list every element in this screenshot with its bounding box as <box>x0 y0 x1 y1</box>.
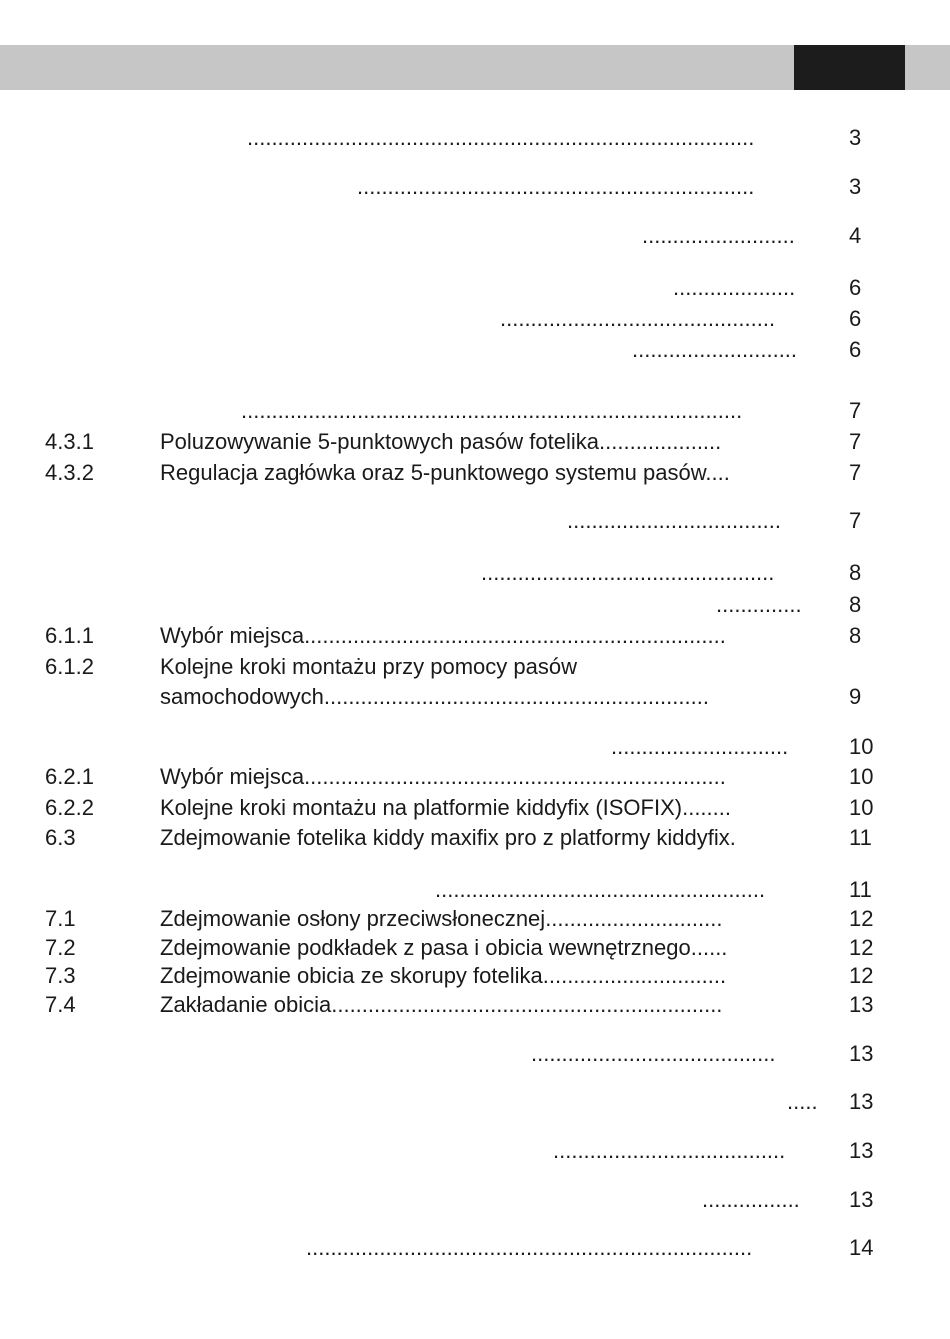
toc-title-text: Zdejmowanie obicia ze skorupy fotelika <box>160 963 543 988</box>
toc-page-number: 13 <box>849 1138 874 1163</box>
toc-section-title <box>160 653 577 681</box>
toc-row <box>0 428 950 456</box>
toc-section-number: 6.2.1 <box>45 764 94 789</box>
toc-section-number: 7.4 <box>45 992 76 1017</box>
toc-page-number: 8 <box>849 623 862 648</box>
toc-dot-leader: ..................................................................... <box>304 623 726 648</box>
toc-dot-leader: ......................................................................... <box>306 1235 753 1260</box>
toc-page-number: 6 <box>849 275 862 300</box>
toc-row <box>0 305 950 333</box>
toc-dot-leader: .................................................................................. <box>241 398 743 423</box>
toc-dot-leader: ..... <box>787 1089 818 1114</box>
toc-row <box>0 1088 950 1116</box>
toc-section-title <box>160 934 727 962</box>
toc-row <box>0 991 950 1019</box>
toc-page-number: 7 <box>849 508 862 533</box>
toc-dot-leader: ................................................................................... <box>247 125 755 150</box>
toc-row <box>0 1040 950 1068</box>
toc-row <box>0 824 950 852</box>
toc-dot-leader: ............................. <box>545 906 723 931</box>
toc-row <box>0 962 950 990</box>
toc-row <box>0 653 950 681</box>
toc-row <box>0 124 950 152</box>
toc-title-text: Poluzowywanie 5-punktowych pasów fotelika <box>160 429 600 454</box>
toc-section-title <box>160 683 709 711</box>
toc-page-number: 13 <box>849 1089 874 1114</box>
header-page-block <box>794 45 905 90</box>
toc-dot-leader: ............................................. <box>500 306 776 331</box>
toc-section-number: 4.3.2 <box>45 460 94 485</box>
toc-page-number: 10 <box>849 764 874 789</box>
toc-section-title <box>160 905 722 933</box>
toc-section-title <box>160 794 731 822</box>
toc-dot-leader: ................................................ <box>481 560 775 585</box>
toc-section-number: 4.3.1 <box>45 429 94 454</box>
toc-title-text: Wybór miejsca <box>160 623 305 648</box>
toc-row <box>0 1137 950 1165</box>
toc-dot-leader: ...................................................... <box>435 877 766 902</box>
toc-dot-leader: ............................. <box>611 734 789 759</box>
toc-section-number: 6.3 <box>45 825 76 850</box>
toc-section-number: 6.1.2 <box>45 654 94 679</box>
toc-row <box>0 559 950 587</box>
toc-dot-leader: .................... <box>673 275 796 300</box>
toc-page-number: 6 <box>849 337 862 362</box>
toc-page-number: 4 <box>849 223 862 248</box>
toc-dot-leader: ...... <box>690 935 728 960</box>
toc-row <box>0 733 950 761</box>
toc-row <box>0 507 950 535</box>
toc-section-title <box>160 763 726 791</box>
toc-dot-leader: ................ <box>702 1187 800 1212</box>
toc-row <box>0 274 950 302</box>
toc-section-number: 7.1 <box>45 906 76 931</box>
toc-row <box>0 459 950 487</box>
toc-dot-leader: ................................................................. <box>357 174 755 199</box>
toc-page-number: 8 <box>849 592 862 617</box>
toc-row <box>0 876 950 904</box>
toc-section-number: 6.2.2 <box>45 795 94 820</box>
toc-dot-leader: ...................................... <box>553 1138 786 1163</box>
toc-page-number: 13 <box>849 1187 874 1212</box>
toc-page-number: 12 <box>849 963 874 988</box>
toc-row <box>0 336 950 364</box>
toc-page-number: 3 <box>849 125 862 150</box>
toc-title-text: Zakładanie obicia <box>160 992 332 1017</box>
toc-row <box>0 683 950 711</box>
toc-page-number: 3 <box>849 174 862 199</box>
toc-section-title <box>160 991 722 1019</box>
toc-page-number: 12 <box>849 935 874 960</box>
toc-dot-leader: ............................................................... <box>323 684 709 709</box>
toc-section-title <box>160 459 730 487</box>
toc-page-number: 12 <box>849 906 874 931</box>
toc-row <box>0 397 950 425</box>
toc-row <box>0 794 950 822</box>
toc-title-text: Regulacja zagłówka oraz 5-punktowego systemu pasów <box>160 460 706 485</box>
toc-page-number: 10 <box>849 795 874 820</box>
toc-dot-leader: ......................... <box>642 223 795 248</box>
toc-section-number: 7.3 <box>45 963 76 988</box>
toc-row <box>0 1234 950 1262</box>
toc-row <box>0 934 950 962</box>
toc-page-number: 14 <box>849 1235 874 1260</box>
toc-title-text: Zdejmowanie fotelika kiddy maxifix pro z platformy kiddyfix. <box>160 825 736 850</box>
toc-row <box>0 622 950 650</box>
toc-section-title <box>160 824 736 852</box>
toc-section-title <box>160 428 721 456</box>
toc-dot-leader: ........................... <box>632 337 798 362</box>
toc-page-number: 9 <box>849 684 862 709</box>
toc-title-text: Kolejne kroki montażu przy pomocy pasów <box>160 654 577 679</box>
toc-section-title <box>160 622 726 650</box>
toc-dot-leader: .............................. <box>542 963 727 988</box>
toc-row <box>0 1186 950 1214</box>
toc-section-title <box>160 962 726 990</box>
toc-section-number: 7.2 <box>45 935 76 960</box>
toc-page-number: 7 <box>849 429 862 454</box>
toc-page-number: 10 <box>849 734 874 759</box>
toc-dot-leader: ................................................................ <box>331 992 723 1017</box>
toc-row <box>0 591 950 619</box>
toc-page-number: 11 <box>849 877 872 902</box>
toc-row <box>0 173 950 201</box>
toc-page-number: 11 <box>849 825 872 850</box>
toc-row <box>0 905 950 933</box>
toc-dot-leader: ................................... <box>567 508 781 533</box>
toc-title-text: Kolejne kroki montażu na platformie kiddyfix (ISOFIX) <box>160 795 683 820</box>
toc-title-text: Wybór miejsca <box>160 764 305 789</box>
toc-dot-leader: .............. <box>716 592 802 617</box>
toc-row <box>0 763 950 791</box>
toc-page-number: 13 <box>849 1041 874 1066</box>
toc-page-number: 7 <box>849 460 862 485</box>
toc-title-text: Zdejmowanie osłony przeciwsłonecznej <box>160 906 546 931</box>
toc-page-number: 13 <box>849 992 874 1017</box>
toc-page-number: 8 <box>849 560 862 585</box>
toc-dot-leader: ........................................ <box>531 1041 776 1066</box>
toc-dot-leader: ........ <box>682 795 731 820</box>
toc-row <box>0 222 950 250</box>
toc-dot-leader: ..................................................................... <box>304 764 726 789</box>
toc-title-text: Zdejmowanie podkładek z pasa i obicia wewnętrznego <box>160 935 691 960</box>
toc-page-number: 7 <box>849 398 862 423</box>
toc-dot-leader: .... <box>705 460 730 485</box>
toc-section-number: 6.1.1 <box>45 623 94 648</box>
toc-page-number: 6 <box>849 306 862 331</box>
toc-title-text: samochodowych <box>160 684 324 709</box>
toc-dot-leader: .................... <box>599 429 722 454</box>
